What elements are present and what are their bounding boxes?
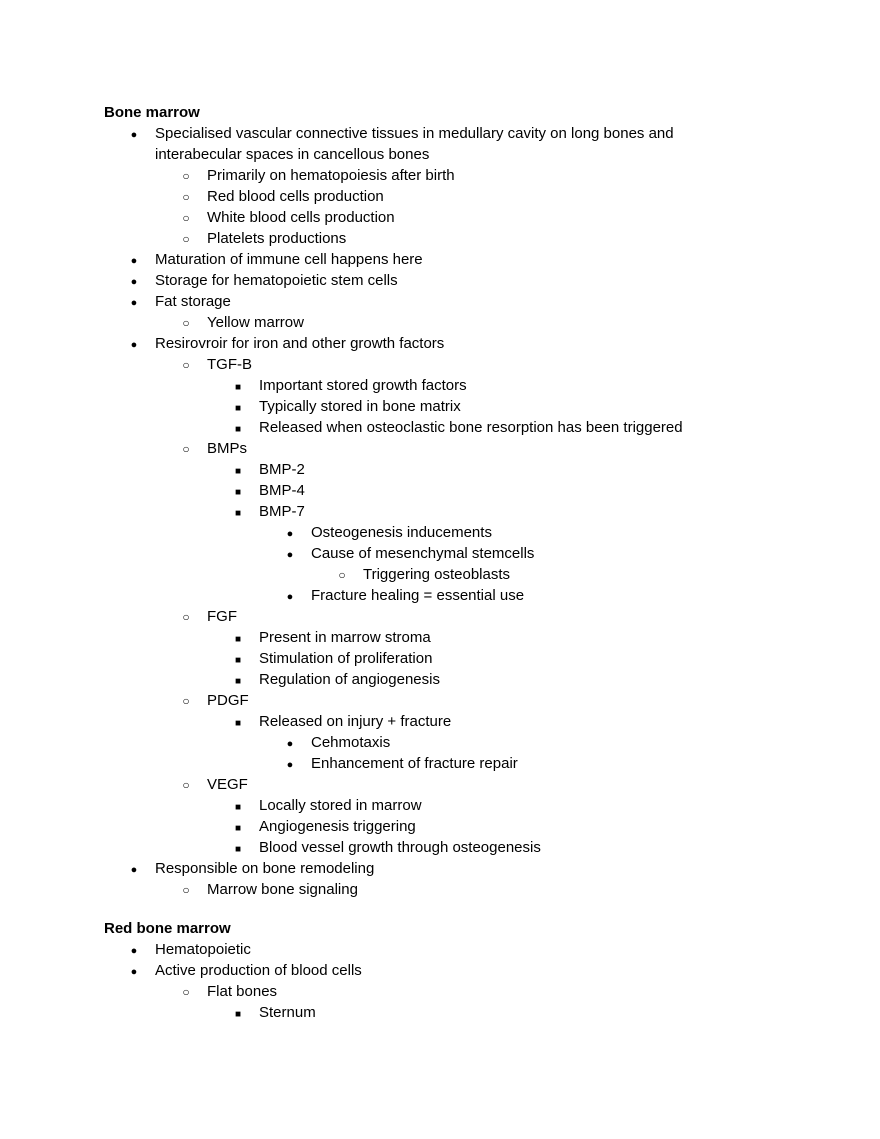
list-item-text: Present in marrow stroma <box>259 629 431 646</box>
bullet-marker-icon <box>283 543 297 566</box>
bullet-marker-icon <box>231 480 245 503</box>
list-item-text: FGF <box>207 608 237 625</box>
list-item-text: Typically stored in bone matrix <box>259 398 461 415</box>
list-item-text: Triggering osteoblasts <box>363 566 511 583</box>
list-item-text: Angiogenesis triggering <box>259 818 416 835</box>
list-item-text: Marrow bone signaling <box>207 881 358 898</box>
list-item-text: BMP-7 <box>259 503 305 520</box>
list-item-text: Specialised vascular connective tissues in medullary cavity on long bones and <box>155 125 674 142</box>
list-item-text: Storage for hematopoietic stem cells <box>155 272 398 289</box>
list-item-text: Regulation of angiogenesis <box>259 671 440 688</box>
bullet-marker-icon <box>127 270 141 293</box>
list-item-text: Flat bones <box>207 983 278 1000</box>
list-item-text: BMPs <box>207 440 248 457</box>
bullet-marker-icon <box>231 816 245 839</box>
bullet-marker-icon <box>179 186 193 208</box>
bullet-marker-icon <box>179 228 193 250</box>
list-item-text: Enhancement of fracture repair <box>311 755 518 772</box>
list-item-text: Released on injury + fracture <box>259 713 452 730</box>
list-item-text: Platelets productions <box>207 230 347 247</box>
bullet-marker-icon <box>179 207 193 229</box>
list-item-text: Active production of blood cells <box>155 962 362 979</box>
section-heading: Bone marrow <box>104 104 200 121</box>
bullet-marker-icon <box>127 939 141 962</box>
bullet-marker-icon <box>127 960 141 983</box>
list-item-text: Fat storage <box>155 293 231 310</box>
bullet-marker-icon <box>127 249 141 272</box>
section-heading: Red bone marrow <box>104 920 231 937</box>
list-item-text: Yellow marrow <box>207 314 304 331</box>
list-item-text: Osteogenesis inducements <box>311 524 492 541</box>
list-item-text: BMP-4 <box>259 482 305 499</box>
list-item-text: Important stored growth factors <box>259 377 467 394</box>
bullet-marker-icon <box>283 522 297 545</box>
bullet-marker-icon <box>231 417 245 440</box>
bullet-marker-icon <box>231 501 245 524</box>
list-item-text: Resirovroir for iron and other growth factors <box>155 335 445 352</box>
bullet-marker-icon <box>231 669 245 692</box>
list-item-text: Stimulation of proliferation <box>259 650 433 667</box>
bullet-marker-icon <box>231 627 245 650</box>
bullet-marker-icon <box>283 585 297 608</box>
bullet-marker-icon <box>179 879 193 901</box>
list-item-text: VEGF <box>207 776 248 793</box>
list-item-text: Fracture healing = essential use <box>311 587 525 604</box>
list-item-text: Released when osteoclastic bone resorption has been triggered <box>259 419 683 436</box>
bullet-marker-icon <box>179 165 193 187</box>
list-item-text: White blood cells production <box>207 209 395 226</box>
list-item-text: interabecular spaces in cancellous bones <box>155 146 430 163</box>
list-item-text: Responsible on bone remodeling <box>155 860 375 877</box>
bullet-marker-icon <box>127 123 141 146</box>
list-item-text: Primarily on hematopoiesis after birth <box>207 167 455 184</box>
list-item-text: Cehmotaxis <box>311 734 391 751</box>
list-item-text: Cause of mesenchymal stemcells <box>311 545 535 562</box>
list-item-text: Red blood cells production <box>207 188 384 205</box>
bullet-marker-icon <box>179 774 193 796</box>
bullet-marker-icon <box>335 564 349 586</box>
bullet-marker-icon <box>231 711 245 734</box>
bullet-marker-icon <box>179 981 193 1003</box>
bullet-marker-icon <box>231 837 245 860</box>
bullet-marker-icon <box>127 333 141 356</box>
bullet-marker-icon <box>127 291 141 314</box>
bullet-marker-icon <box>179 354 193 376</box>
list-item-text: Locally stored in marrow <box>259 797 422 814</box>
bullet-marker-icon <box>231 1002 245 1025</box>
list-item-text: Blood vessel growth through osteogenesis <box>259 839 541 856</box>
bullet-marker-icon <box>231 396 245 419</box>
bullet-marker-icon <box>179 606 193 628</box>
bullet-marker-icon <box>179 312 193 334</box>
list-item-text: TGF-B <box>207 356 252 373</box>
list-item-text: BMP-2 <box>259 461 305 478</box>
bullet-marker-icon <box>231 375 245 398</box>
bullet-marker-icon <box>231 795 245 818</box>
bullet-marker-icon <box>283 732 297 755</box>
bullet-marker-icon <box>231 459 245 482</box>
bullet-marker-icon <box>179 438 193 460</box>
bullet-marker-icon <box>283 753 297 776</box>
bullet-marker-icon <box>127 858 141 881</box>
list-item-text: PDGF <box>207 692 249 709</box>
list-item-text: Maturation of immune cell happens here <box>155 251 423 268</box>
bullet-marker-icon <box>231 648 245 671</box>
list-item-text: Sternum <box>259 1004 316 1021</box>
list-item-text: Hematopoietic <box>155 941 251 958</box>
bullet-marker-icon <box>179 690 193 712</box>
